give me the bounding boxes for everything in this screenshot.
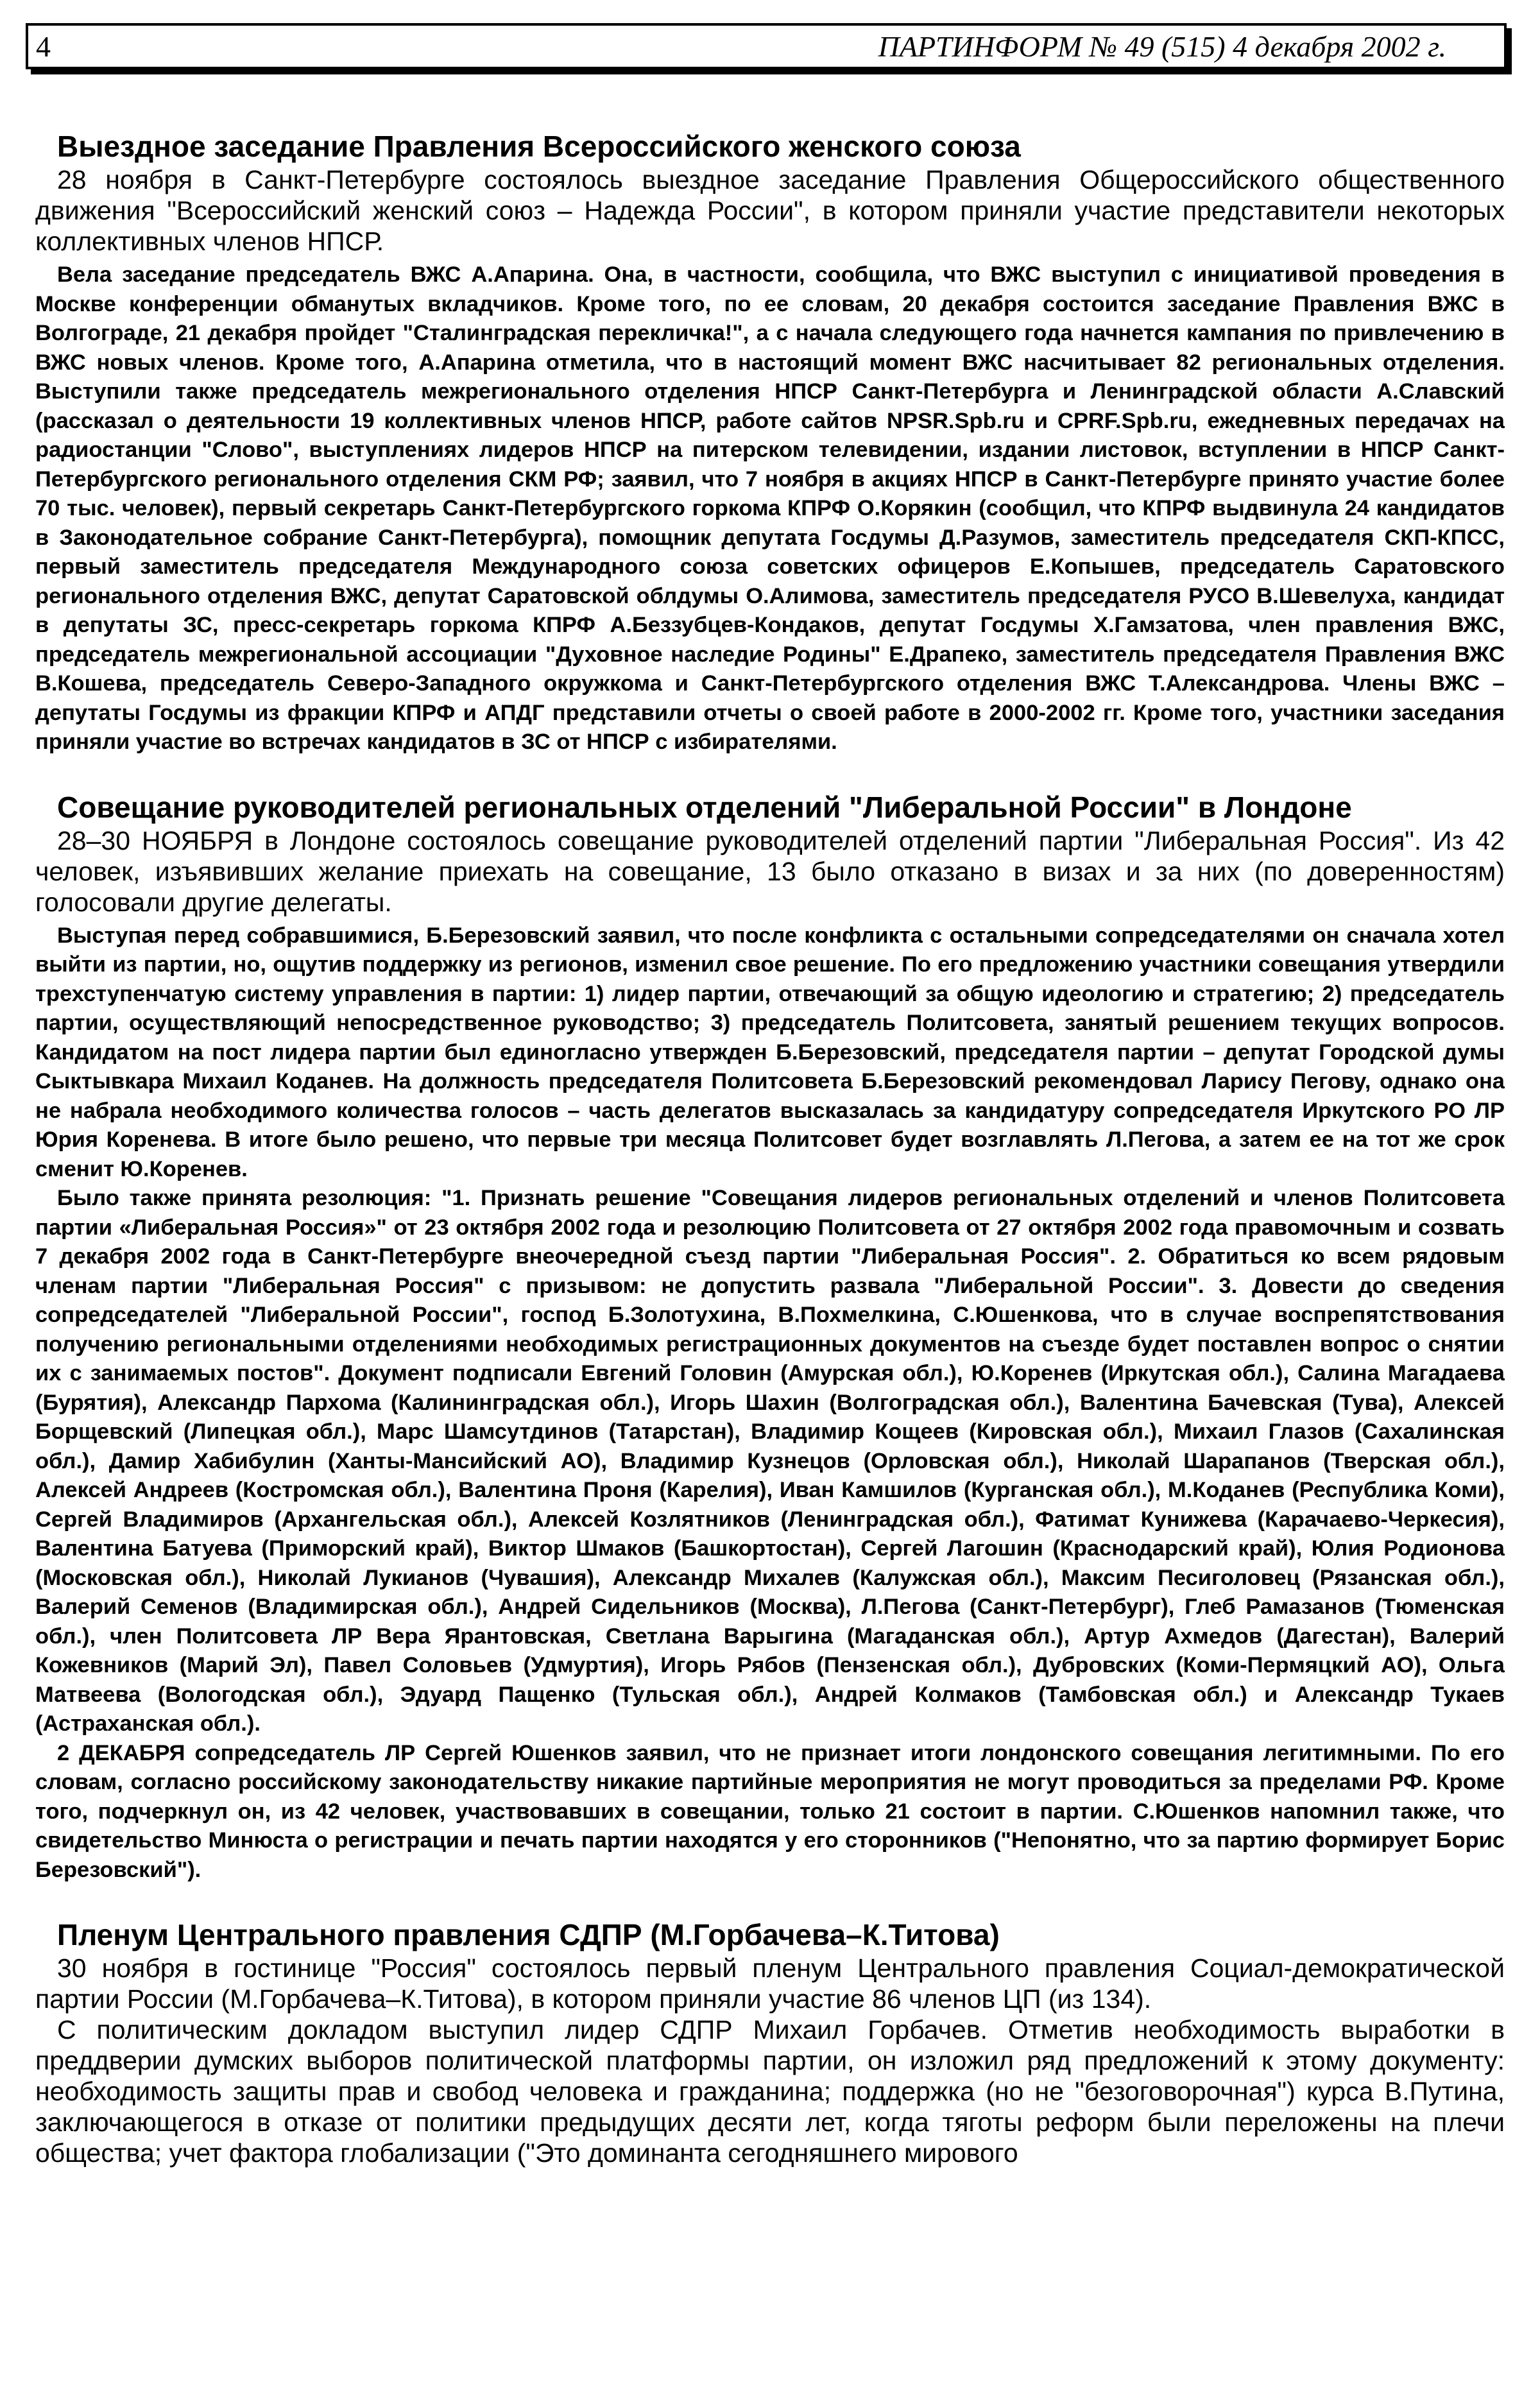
- page-content: [35, 128, 1505, 2194]
- article-paragraph: Вела заседание председатель ВЖС А.Апарина. Она, в частности, сообщила, что ВЖС выступил с инициативой проведения в Москве конференции обманутых вкладчиков. Кроме того, по ее словам, 20 декабря состоится заседание Правления ВЖС в Волгограде, 21 декабря пройдет "Сталинградская перекличка!", а с начала следующего года начнется кампания по привлечению в ВЖС новых членов. Кроме того, А.Апарина отметила, что в настоящий момент ВЖС насчитывает 82 региональных отделения. Выступили также председатель межрегионального отделения НПСР Санкт-Петербурга и Ленинградской области А.Славский (рассказал о деятельности 19 коллективных членов НПСР, работе сайтов NPSR.Spb.ru и CPRF.Spb.ru, ежедневных передачах на радиостанции "Слово", выступлениях лидеров НПСР на питерском телевидении, издании листовок, вступлении в НПСР Санкт-Петербургского регионального отделения СКМ РФ; заявил, что 7 ноября в акциях НПСР в Санкт-Петербурге принято участие более 70 тыс. человек), первый секретарь Санкт-Петербургского горкома КПРФ О.Корякин (сообщил, что КПРФ выдвинула 24 кандидатов в Законодательное собрание Санкт-Петербурга), помощник депутата Госдумы Д.Разумов, заместитель председателя СКП-КПСС, первый заместитель председателя Международного союза советских офицеров Е.Копышев, председатель Саратовского регионального отделения ВЖС, депутат Саратовской облдумы О.Алимова, заместитель председателя РУСО В.Шевелуха, кандидат в депутаты ЗС, пресс-секретарь горкома КПРФ А.Беззубцев-Кондаков, депутат Госдумы Х.Гамзатова, член правления ВЖС, председатель межрегиональной ассоциации "Духовное наследие Родины" Е.Драпеко, заместитель председателя Правления ВЖС В.Кошева, председатель Северо-Западного окружкома и Санкт-Петербургского отделения ВЖС Т.Александрова. Члены ВЖС – депутаты Госдумы из фракции КПРФ и АПДГ представили отчеты о своей работе в 2000-2002 гг. Кроме того, участники заседания приняли участие во встречах кандидатов в ЗС от НПСР с избирателями.: [35, 262, 1505, 754]
- publication-title: ПАРТИНФОРМ № 49 (515) 4 декабря 2002 г.: [878, 30, 1446, 63]
- article-sdpr-plenum: [35, 1917, 1505, 2168]
- article-paragraph: С политическим докладом выступил лидер СДПР Михаил Горбачев. Отметив необходимость выработки в преддверии думских выборов политической платформы партии, он изложил ряд предложений к этому документу: необходимость защиты прав и свобод человека и гражданина; поддержка (но не "безоговорочная") курса В.Путина, заключающегося в отказе от политики предыдущих десяти лет, когда тяготы реформ были переложены на плечи общества; учет фактора глобализации ("Это доминанта сегодняшнего мирового: [35, 2015, 1505, 2168]
- page-number: 4: [36, 30, 51, 63]
- article-paragraph: 28–30 НОЯБРЯ в Лондоне состоялось совещание руководителей отделений партии "Либеральная Россия". Из 42 человек, изъявивших желание приехать на совещание, 13 было отказано в визах и за них (по доверенностям) голосовали другие делегаты.: [35, 825, 1505, 917]
- page-header: [26, 23, 1507, 69]
- article-title: Выездное заседание Правления Всероссийского женского союза: [57, 130, 1021, 163]
- article-title: Совещание руководителей региональных отделений "Либеральной России" в Лондоне: [57, 790, 1352, 824]
- article-paragraph: 2 ДЕКАБРЯ сопредседатель ЛР Сергей Юшенков заявил, что не признает итоги лондонского совещания легитимными. По его словам, согласно российскому законодательству никакие партийные мероприятия не могут проводиться за пределами РФ. Кроме того, подчеркнул он, из 42 человек, участвовавших в совещании, только 21 состоит в партии. С.Юшенков напомнил также, что свидетельство Минюста о регистрации и печать партии находятся у его сторонников ("Непонятно, что за партию формирует Борис Березовский").: [35, 1740, 1505, 1882]
- article-paragraph: 30 ноября в гостинице "Россия" состоялось первый пленум Центрального правления Социал-демократической партии России (М.Горбачева–К.Титова), в котором приняли участие 86 членов ЦП (из 134).: [35, 1953, 1505, 2014]
- article-liberal-russia: [35, 789, 1505, 1885]
- article-title: Пленум Центрального правления СДПР (М.Горбачева–К.Титова): [57, 1918, 1000, 1951]
- article-women-union: [35, 128, 1505, 757]
- article-paragraph: 28 ноября в Санкт-Петербурге состоялось выездное заседание Правления Общероссийского общественного движения "Всероссийский женский союз – Надежда России", в котором приняли участие представители некоторых коллективных членов НПСР.: [35, 165, 1505, 256]
- article-paragraph: Было также принята резолюция: "1. Признать решение "Совещания лидеров региональных отделений и членов Политсовета партии «Либеральная Россия»" от 23 октября 2002 года и резолюцию Политсовета от 27 октября 2002 года правомочным и созвать 7 декабря 2002 года в Санкт-Петербурге внеочередной съезд партии "Либеральная Россия". 2. Обратиться ко всем рядовым членам партии "Либеральная Россия" с призывом: не допустить развала "Либеральной России". 3. Довести до сведения сопредседателей "Либеральной России", господ Б.Золотухина, В.Похмелкина, С.Юшенкова, что в случае воспрепятствования получению региональными отделениями необходимых регистрационных документов на съезде будет поставлен вопрос о снятии их с занимаемых постов". Документ подписали Евгений Головин (Амурская обл.), Ю.Коренев (Иркутская обл.), Салина Магадаева (Бурятия), Александр Пархома (Калининградская обл.), Игорь Шахин (Волгоградская обл.), Валентина Бачевская (Тува), Алексей Борщевский (Липецкая обл.), Марс Шамсутдинов (Татарстан), Владимир Кощеев (Кировская обл.), Михаил Глазов (Сахалинская обл.), Дамир Хабибулин (Ханты-Мансийский АО), Владимир Кузнецов (Орловская обл.), Николай Шарапанов (Тверская обл.), Алексей Андреев (Костромская обл.), Валентина Проня (Карелия), Иван Камшилов (Курганская обл.), М.Коданев (Республика Коми), Сергей Владимиров (Архангельская обл.), Алексей Козлятников (Ленинградская обл.), Фатимат Кунижева (Карачаево-Черкесия), Валентина Батуева (Приморский край), Виктор Шмаков (Башкортостан), Сергей Лагошин (Краснодарский край), Юлия Родионова (Московская обл.), Николай Лукианов (Чувашия), Александр Михалев (Калужская обл.), Максим Песиголовец (Рязанская обл.), Валерий Семенов (Владимирская обл.), Андрей Сидельников (Москва), Л.Пегова (Санкт-Петербург), Глеб Рамазанов (Тюменская обл.), член Политсовета ЛР Вера Ярантовская, Светлана Варыгина (Магаданская обл.), Артур Ахмедов (Дагестан), Валерий Кожевников (Марий Эл), Павел Соловьев (Удмуртия), Игорь Рябов (Пензенская обл.), Дубровских (Коми-Пермяцкий АО), Ольга Матвеева (Вологодская обл.), Эдуард Пащенко (Тульская обл.), Андрей Колмаков (Тамбовская обл.) и Александр Тукаев (Астраханская обл.).: [35, 1186, 1505, 1736]
- article-paragraph: Выступая перед собравшимися, Б.Березовский заявил, что после конфликта с остальными сопредседателями он сначала хотел выйти из партии, но, ощутив поддержку из регионов, изменил свое решение. По его предложению участники совещания утвердили трехступенчатую систему управления в партии: 1) лидер партии, отвечающий за общую идеологию и стратегию; 2) председатель партии, осуществляющий непосредственное руководство; 3) председатель Политсовета, занятый решением текущих вопросов. Кандидатом на пост лидера партии был единогласно утвержден Б.Березовский, председателя партии – депутат Городской думы Сыктывкара Михаил Коданев. На должность председателя Политсовета Б.Березовский рекомендовал Ларису Пегову, однако она не набрала необходимого количества голосов – часть делегатов высказалась за кандидатуру сопредседателя Иркутского РО ЛР Юрия Коренева. В итоге было решено, что первые три месяца Политсовет будет возглавлять Л.Пегова, а затем ее на тот же срок сменит Ю.Коренев.: [35, 923, 1505, 1181]
